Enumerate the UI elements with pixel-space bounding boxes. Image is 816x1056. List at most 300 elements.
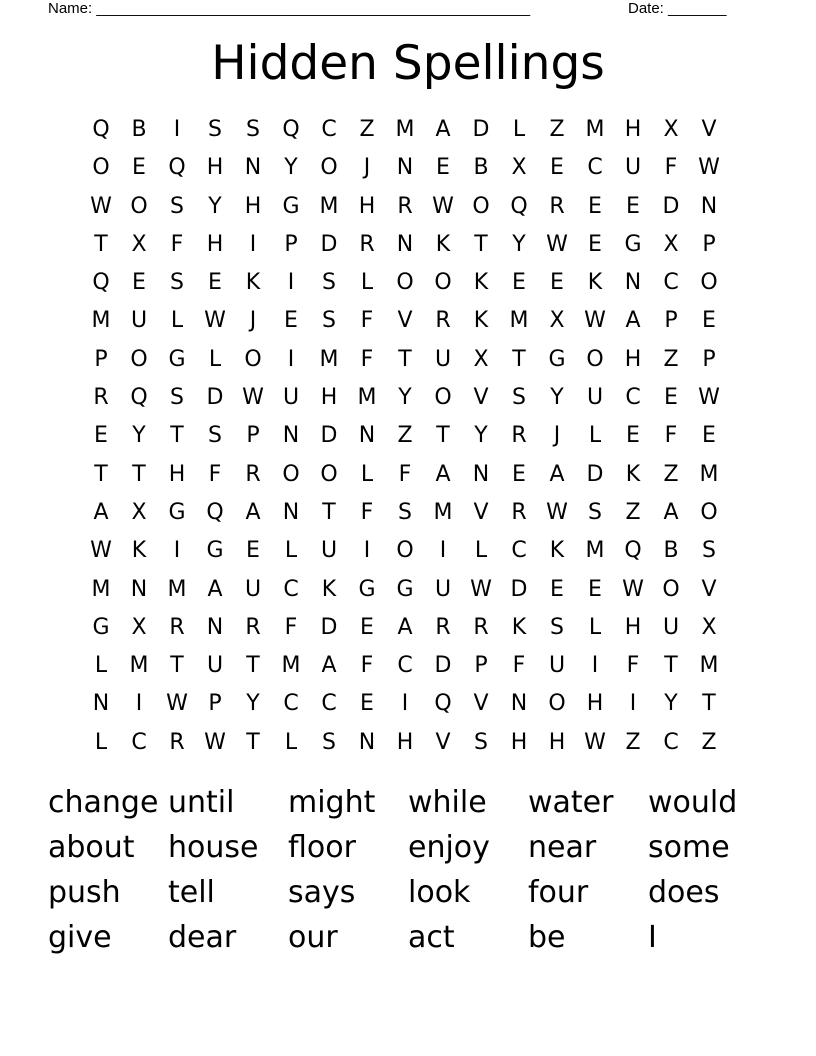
grid-letter: L — [512, 117, 526, 142]
page-title: Hidden Spellings — [211, 36, 605, 91]
grid-letter: I — [363, 538, 371, 564]
word-list-row — [48, 915, 768, 960]
grid-row — [82, 647, 728, 685]
grid-letter: C — [587, 155, 603, 181]
grid-letter: G — [548, 346, 566, 372]
grid-letter: F — [360, 653, 374, 679]
grid-row — [82, 609, 728, 647]
grid-letter: H — [586, 691, 604, 717]
word-list-item: water — [528, 785, 614, 820]
grid-row — [82, 724, 728, 762]
grid-letter: P — [702, 346, 716, 372]
grid-letter: F — [208, 461, 222, 487]
grid-letter: L — [360, 461, 374, 487]
grid-letter: E — [360, 691, 374, 717]
grid-letter: A — [435, 461, 451, 487]
grid-letter: W — [90, 193, 112, 219]
grid-letter: E — [512, 270, 526, 296]
grid-letter: C — [511, 538, 527, 564]
grid-letter: N — [396, 155, 414, 181]
grid-letter: B — [663, 538, 679, 564]
grid-letter: X — [701, 614, 717, 640]
grid-letter: S — [208, 423, 222, 449]
grid-letter: D — [320, 231, 338, 257]
grid-letter: H — [548, 729, 566, 755]
grid-letter: J — [363, 155, 371, 181]
grid-letter: C — [397, 653, 413, 679]
grid-letter: M — [357, 385, 377, 411]
word-list-item: I — [648, 920, 657, 955]
grid-letter: V — [473, 385, 489, 411]
grid-letter: Z — [625, 499, 641, 525]
grid-letter: D — [662, 193, 680, 219]
grid-letter: I — [287, 270, 295, 296]
grid-letter: L — [284, 538, 298, 564]
grid-letter: G — [168, 346, 186, 372]
grid-row — [82, 685, 728, 723]
grid-letter: P — [664, 308, 678, 334]
grid-letter: A — [245, 499, 261, 525]
grid-letter: A — [93, 499, 109, 525]
grid-letter: W — [90, 538, 112, 564]
grid-letter: I — [173, 117, 181, 142]
grid-letter: L — [94, 729, 108, 755]
grid-letter: E — [208, 270, 222, 296]
grid-letter: L — [284, 729, 298, 755]
grid-letter: F — [664, 155, 678, 181]
grid-letter: E — [360, 614, 374, 640]
grid-letter: Q — [282, 117, 300, 142]
grid-letter: M — [91, 576, 111, 602]
grid-letter: I — [135, 691, 143, 717]
grid-letter: O — [282, 461, 300, 487]
word-list-item: would — [648, 785, 738, 820]
grid-row — [82, 456, 728, 494]
grid-letter: E — [512, 461, 526, 487]
grid-letter: T — [512, 346, 526, 372]
grid-letter: X — [131, 614, 147, 640]
grid-letter: R — [245, 614, 261, 640]
grid-letter: A — [207, 576, 223, 602]
grid-letter: V — [397, 308, 413, 334]
grid-letter: I — [287, 346, 295, 372]
grid-letter: I — [401, 691, 409, 717]
grid-letter: V — [701, 117, 717, 142]
grid-letter: W — [204, 729, 226, 755]
grid-letter: O — [434, 270, 452, 296]
word-list-item: our — [288, 920, 338, 955]
grid-letter: H — [206, 231, 224, 257]
grid-letter: E — [94, 423, 108, 449]
grid-letter: D — [510, 576, 528, 602]
word-list-item: act — [408, 920, 455, 955]
grid-letter: T — [474, 231, 488, 257]
grid-letter: Z — [663, 346, 679, 372]
grid-letter: R — [169, 614, 185, 640]
grid-letter: U — [434, 576, 452, 602]
grid-letter: E — [588, 193, 602, 219]
grid-letter: U — [662, 614, 680, 640]
grid-row — [82, 111, 728, 149]
grid-letter: S — [512, 385, 526, 411]
grid-letter: A — [321, 653, 337, 679]
grid-letter: E — [588, 576, 602, 602]
grid-letter: U — [548, 653, 566, 679]
word-list — [48, 780, 768, 960]
grid-letter: T — [170, 423, 184, 449]
grid-letter: H — [206, 155, 224, 181]
grid-letter: G — [396, 576, 414, 602]
grid-letter: A — [625, 308, 641, 334]
grid-letter: Y — [512, 231, 526, 257]
grid-letter: S — [550, 614, 564, 640]
word-list-row — [48, 870, 768, 915]
grid-letter: M — [699, 653, 719, 679]
grid-row — [82, 226, 728, 264]
grid-letter: F — [360, 346, 374, 372]
grid-letter: M — [585, 117, 605, 142]
grid-letter: Y — [284, 155, 298, 181]
grid-letter: V — [473, 691, 489, 717]
grid-letter: S — [322, 729, 336, 755]
grid-letter: O — [662, 576, 680, 602]
grid-letter: B — [131, 117, 147, 142]
grid-letter: O — [396, 270, 414, 296]
grid-letter: I — [629, 691, 637, 717]
grid-letter: F — [626, 653, 640, 679]
grid-letter: W — [622, 576, 644, 602]
word-list-item: tell — [168, 875, 215, 910]
grid-letter: T — [436, 423, 450, 449]
word-list-item: four — [528, 875, 589, 910]
grid-letter: K — [131, 538, 147, 564]
grid-letter: W — [166, 691, 188, 717]
grid-letter: A — [549, 461, 565, 487]
grid-letter: U — [320, 538, 338, 564]
grid-letter: X — [663, 117, 679, 142]
grid-letter: K — [321, 576, 337, 602]
grid-letter: S — [170, 193, 184, 219]
grid-letter: N — [206, 614, 224, 640]
grid-letter: M — [129, 653, 149, 679]
grid-letter: I — [439, 538, 447, 564]
word-list-item: change — [48, 785, 159, 820]
grid-letter: J — [249, 308, 257, 334]
grid-letter: Z — [625, 729, 641, 755]
grid-letter: Q — [434, 691, 452, 717]
grid-letter: V — [473, 499, 489, 525]
grid-row — [82, 264, 728, 302]
grid-letter: P — [284, 231, 298, 257]
grid-letter: T — [702, 691, 716, 717]
grid-letter: Q — [130, 385, 148, 411]
grid-letter: H — [358, 193, 376, 219]
grid-letter: A — [435, 117, 451, 142]
grid-letter: G — [206, 538, 224, 564]
grid-letter: D — [434, 653, 452, 679]
grid-letter: F — [664, 423, 678, 449]
grid-letter: G — [92, 614, 110, 640]
grid-letter: N — [282, 499, 300, 525]
grid-row — [82, 149, 728, 187]
grid-letter: X — [663, 231, 679, 257]
grid-letter: C — [321, 117, 337, 142]
grid-letter: W — [546, 499, 568, 525]
grid-letter: F — [398, 461, 412, 487]
grid-letter: I — [249, 231, 257, 257]
grid-letter: A — [397, 614, 413, 640]
grid-letter: Y — [474, 423, 488, 449]
grid-letter: T — [132, 461, 146, 487]
grid-letter: R — [245, 461, 261, 487]
grid-letter: Q — [168, 155, 186, 181]
grid-letter: I — [591, 653, 599, 679]
grid-letter: N — [624, 270, 642, 296]
grid-letter: C — [283, 691, 299, 717]
grid-letter: U — [282, 385, 300, 411]
grid-letter: C — [625, 385, 641, 411]
grid-letter: O — [548, 691, 566, 717]
grid-row — [82, 532, 728, 570]
grid-letter: P — [246, 423, 260, 449]
grid-letter: W — [470, 576, 492, 602]
grid-letter: H — [168, 461, 186, 487]
grid-letter: P — [702, 231, 716, 257]
grid-letter: D — [586, 461, 604, 487]
grid-letter: B — [473, 155, 489, 181]
grid-letter: C — [321, 691, 337, 717]
grid-letter: L — [360, 270, 374, 296]
grid-letter: E — [550, 576, 564, 602]
grid-letter: W — [242, 385, 264, 411]
grid-letter: O — [320, 155, 338, 181]
grid-letter: F — [170, 231, 184, 257]
grid-letter: M — [281, 653, 301, 679]
grid-letter: N — [510, 691, 528, 717]
word-list-item: enjoy — [408, 830, 490, 865]
grid-letter: M — [585, 538, 605, 564]
grid-letter: H — [510, 729, 528, 755]
grid-letter: W — [204, 308, 226, 334]
grid-letter: E — [702, 308, 716, 334]
grid-letter: M — [699, 461, 719, 487]
grid-letter: C — [283, 576, 299, 602]
grid-letter: O — [434, 385, 452, 411]
grid-letter: M — [91, 308, 111, 334]
word-list-item: be — [528, 920, 566, 955]
word-list-item: give — [48, 920, 112, 955]
grid-letter: C — [663, 729, 679, 755]
grid-letter: E — [246, 538, 260, 564]
grid-letter: S — [474, 729, 488, 755]
grid-letter: G — [358, 576, 376, 602]
grid-letter: Q — [510, 193, 528, 219]
grid-letter: T — [398, 346, 412, 372]
grid-letter: N — [244, 155, 262, 181]
grid-letter: N — [472, 461, 490, 487]
name-field-label: Name: ____________________________________________________ — [48, 0, 531, 17]
grid-letter: N — [700, 193, 718, 219]
grid-letter: C — [663, 270, 679, 296]
grid-letter: N — [358, 423, 376, 449]
grid-letter: O — [700, 499, 718, 525]
grid-letter: S — [246, 117, 260, 142]
grid-letter: X — [131, 499, 147, 525]
grid-letter: S — [170, 385, 184, 411]
grid-letter: U — [206, 653, 224, 679]
grid-letter: L — [208, 346, 222, 372]
grid-letter: Y — [664, 691, 678, 717]
grid-letter: W — [698, 385, 720, 411]
grid-letter: E — [588, 231, 602, 257]
grid-letter: H — [320, 385, 338, 411]
grid-row — [82, 379, 728, 417]
grid-letter: S — [208, 117, 222, 142]
grid-letter: K — [473, 270, 489, 296]
grid-letter: M — [395, 117, 415, 142]
grid-letter: E — [550, 155, 564, 181]
grid-letter: L — [94, 653, 108, 679]
grid-letter: F — [284, 614, 298, 640]
grid-letter: L — [474, 538, 488, 564]
grid-letter: E — [132, 155, 146, 181]
grid-letter: I — [173, 538, 181, 564]
grid-letter: N — [282, 423, 300, 449]
grid-letter: N — [358, 729, 376, 755]
word-list-item: dear — [168, 920, 237, 955]
grid-letter: Z — [549, 117, 565, 142]
grid-letter: O — [700, 270, 718, 296]
grid-letter: M — [509, 308, 529, 334]
grid-letter: V — [435, 729, 451, 755]
grid-letter: W — [584, 308, 606, 334]
grid-letter: Y — [246, 691, 260, 717]
grid-letter: G — [282, 193, 300, 219]
word-list-item: some — [648, 830, 730, 865]
grid-letter: O — [472, 193, 490, 219]
grid-letter: U — [586, 385, 604, 411]
grid-letter: U — [130, 308, 148, 334]
grid-letter: P — [94, 346, 108, 372]
grid-letter: D — [320, 614, 338, 640]
grid-letter: L — [588, 423, 602, 449]
grid-letter: K — [245, 270, 261, 296]
grid-letter: R — [397, 193, 413, 219]
grid-letter: Z — [397, 423, 413, 449]
grid-letter: E — [702, 423, 716, 449]
grid-letter: Z — [701, 729, 717, 755]
grid-letter: R — [435, 614, 451, 640]
grid-letter: J — [553, 423, 561, 449]
grid-letter: R — [169, 729, 185, 755]
grid-letter: V — [701, 576, 717, 602]
grid-letter: W — [698, 155, 720, 181]
grid-letter: W — [432, 193, 454, 219]
grid-letter: N — [130, 576, 148, 602]
grid-row — [82, 494, 728, 532]
grid-row — [82, 417, 728, 455]
grid-letter: X — [511, 155, 527, 181]
word-list-item: says — [288, 875, 356, 910]
grid-row — [82, 341, 728, 379]
header — [48, 0, 768, 20]
letter-grid — [82, 111, 728, 762]
grid-letter: K — [473, 308, 489, 334]
word-list-row — [48, 825, 768, 870]
grid-letter: M — [319, 193, 339, 219]
grid-letter: E — [550, 270, 564, 296]
grid-letter: Q — [92, 117, 110, 142]
grid-letter: R — [93, 385, 109, 411]
grid-letter: E — [284, 308, 298, 334]
grid-letter: T — [664, 653, 678, 679]
grid-letter: E — [132, 270, 146, 296]
grid-letter: K — [625, 461, 641, 487]
grid-letter: P — [208, 691, 222, 717]
grid-letter: C — [131, 729, 147, 755]
grid-letter: R — [473, 614, 489, 640]
grid-letter: N — [396, 231, 414, 257]
grid-letter: O — [320, 461, 338, 487]
grid-letter: H — [396, 729, 414, 755]
grid-letter: O — [130, 346, 148, 372]
grid-letter: U — [624, 155, 642, 181]
grid-letter: P — [474, 653, 488, 679]
grid-letter: E — [436, 155, 450, 181]
grid-letter: O — [586, 346, 604, 372]
grid-letter: H — [624, 117, 642, 142]
grid-letter: L — [170, 308, 184, 334]
grid-letter: S — [588, 499, 602, 525]
word-list-row — [48, 780, 768, 825]
grid-letter: X — [473, 346, 489, 372]
grid-letter: T — [322, 499, 336, 525]
grid-letter: G — [624, 231, 642, 257]
grid-row — [82, 302, 728, 340]
grid-letter: X — [549, 308, 565, 334]
grid-letter: W — [584, 729, 606, 755]
grid-letter: O — [244, 346, 262, 372]
grid-letter: A — [663, 499, 679, 525]
grid-letter: S — [322, 270, 336, 296]
grid-letter: F — [512, 653, 526, 679]
grid-letter: E — [626, 193, 640, 219]
grid-letter: K — [435, 231, 451, 257]
grid-row — [82, 188, 728, 226]
grid-letter: Y — [398, 385, 412, 411]
grid-letter: E — [626, 423, 640, 449]
word-list-item: house — [168, 830, 259, 865]
grid-letter: G — [168, 499, 186, 525]
grid-letter: R — [511, 499, 527, 525]
grid-letter: R — [549, 193, 565, 219]
grid-letter: U — [434, 346, 452, 372]
grid-letter: Y — [550, 385, 564, 411]
word-list-item: push — [48, 875, 121, 910]
word-list-item: look — [408, 875, 471, 910]
grid-letter: S — [170, 270, 184, 296]
grid-letter: H — [244, 193, 262, 219]
grid-letter: X — [131, 231, 147, 257]
grid-letter: U — [244, 576, 262, 602]
word-list-item: near — [528, 830, 597, 865]
grid-letter: R — [359, 231, 375, 257]
grid-letter: T — [246, 729, 260, 755]
grid-letter: F — [360, 499, 374, 525]
grid-letter: M — [319, 346, 339, 372]
grid-letter: H — [624, 614, 642, 640]
grid-letter: F — [360, 308, 374, 334]
